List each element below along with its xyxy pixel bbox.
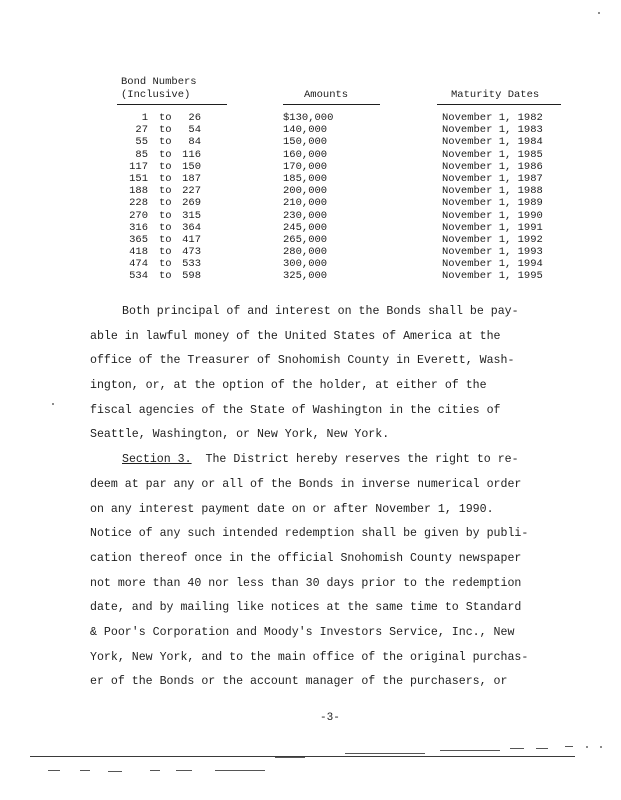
scan-artifact-dash [345, 753, 425, 754]
scan-speck [600, 746, 602, 748]
scan-artifact-dash [536, 748, 548, 749]
text-line: ington, or, at the option of the holder, at either of the [90, 379, 487, 393]
maturity-dates-header: Maturity Dates [451, 89, 540, 101]
maturity-date-cell: November 1, 1992 [442, 233, 543, 246]
bond-number-thru: 598 [182, 270, 201, 283]
amount-cell: 325,000 [283, 270, 328, 283]
bond-number-thru: 54 [188, 124, 201, 137]
bond-number-from: 228 [129, 197, 148, 210]
table-row [0, 149, 621, 161]
table-row [0, 270, 621, 282]
maturity-date-cell: November 1, 1985 [442, 148, 543, 161]
bond-number-from: 151 [129, 172, 148, 185]
redemption-paragraph [90, 473, 560, 695]
maturity-dates-underline [437, 104, 561, 105]
maturity-date-cell: November 1, 1994 [442, 258, 543, 271]
scan-artifact-dash [565, 746, 573, 747]
table-row [0, 124, 621, 136]
maturity-date-cell: November 1, 1990 [442, 209, 543, 222]
amount-cell: 160,000 [283, 148, 328, 161]
amount-cell: 200,000 [283, 185, 328, 198]
bond-number-from: 188 [129, 185, 148, 198]
text-line: Seattle, Washington, or New York, New York. [90, 428, 390, 442]
bond-number-from: 270 [129, 209, 148, 222]
range-separator: to [159, 197, 172, 210]
amount-cell: 140,000 [283, 124, 328, 137]
amount-cell: 300,000 [283, 258, 328, 271]
table-row [0, 173, 621, 185]
range-separator: to [159, 258, 172, 271]
table-row [0, 136, 621, 148]
range-separator: to [159, 124, 172, 137]
maturity-schedule-table [0, 112, 621, 283]
scan-artifact-dash [275, 757, 305, 758]
text-line: on any interest payment date on or after November 1, 1990. [90, 502, 494, 516]
bond-number-from: 55 [135, 136, 148, 149]
bond-numbers-underline [117, 104, 227, 105]
scan-artifact-dash [150, 770, 160, 771]
scan-speck [586, 746, 588, 748]
range-separator: to [159, 233, 172, 246]
amount-cell: $130,000 [283, 112, 334, 124]
bond-number-thru: 533 [182, 258, 201, 271]
bond-number-thru: 417 [182, 233, 201, 246]
section-3-heading: Section 3. [122, 453, 192, 467]
bond-number-from: 117 [129, 160, 148, 173]
table-row [0, 210, 621, 222]
maturity-date-cell: November 1, 1986 [442, 160, 543, 173]
scan-speck [52, 403, 54, 405]
maturity-date-cell: November 1, 1988 [442, 185, 543, 198]
maturity-date-cell: November 1, 1995 [442, 270, 543, 283]
text-line: Both principal of and interest on the Bonds shall be pay- [122, 305, 519, 318]
amount-cell: 170,000 [283, 160, 328, 173]
payment-paragraph [90, 300, 560, 448]
range-separator: to [159, 136, 172, 149]
scan-speck [598, 12, 600, 14]
scan-artifact-dash [510, 748, 524, 749]
amounts-header: Amounts [304, 89, 349, 101]
range-separator: to [159, 209, 172, 222]
bond-number-from: 365 [129, 233, 148, 246]
bond-number-thru: 227 [182, 185, 201, 198]
bond-number-from: 474 [129, 258, 148, 271]
bond-number-from: 27 [135, 124, 148, 137]
table-row [0, 161, 621, 173]
range-separator: to [159, 148, 172, 161]
maturity-date-cell: November 1, 1983 [442, 124, 543, 137]
table-row [0, 197, 621, 209]
table-row [0, 258, 621, 270]
maturity-date-cell: November 1, 1993 [442, 246, 543, 259]
amount-cell: 230,000 [283, 209, 328, 222]
body-text [90, 300, 560, 695]
text-line: Notice of any such intended redemption shall be given by publi- [90, 527, 529, 541]
bond-number-from: 418 [129, 246, 148, 259]
bond-number-thru: 364 [182, 221, 201, 234]
maturity-date-cell: November 1, 1987 [442, 172, 543, 185]
amounts-underline [283, 104, 380, 105]
text-line: deem at par any or all of the Bonds in inverse numerical order [90, 477, 522, 491]
table-row [0, 234, 621, 246]
amount-cell: 245,000 [283, 221, 328, 234]
page-number: -3- [320, 712, 340, 724]
text-line: not more than 40 nor less than 30 days prior to the redemption [90, 576, 522, 590]
text-line: fiscal agencies of the State of Washington in the cities of [90, 403, 501, 417]
maturity-date-cell: November 1, 1984 [442, 136, 543, 149]
range-separator: to [159, 185, 172, 198]
text-line: York, New York, and to the main office of the original purchas- [90, 650, 529, 664]
bond-number-from: 534 [129, 270, 148, 283]
section-3-first-line-text: The District hereby reserves the right to re- [205, 453, 519, 467]
amount-cell: 185,000 [283, 172, 328, 185]
range-separator: to [159, 270, 172, 283]
bond-number-thru: 150 [182, 160, 201, 173]
range-separator: to [159, 246, 172, 259]
maturity-date-cell: November 1, 1991 [442, 221, 543, 234]
amount-cell: 150,000 [283, 136, 328, 149]
range-separator: to [159, 221, 172, 234]
bond-number-thru: 315 [182, 209, 201, 222]
bond-numbers-header: Bond Numbers [121, 76, 197, 88]
bond-number-from: 85 [135, 148, 148, 161]
bond-number-from: 1 [141, 112, 148, 124]
range-separator: to [159, 172, 172, 185]
inclusive-header: (Inclusive) [121, 89, 191, 101]
scan-artifact-dash [48, 770, 60, 771]
bond-number-from: 316 [129, 221, 148, 234]
amount-cell: 210,000 [283, 197, 328, 210]
bond-number-thru: 269 [182, 197, 201, 210]
amount-cell: 280,000 [283, 246, 328, 259]
bond-number-thru: 116 [182, 148, 201, 161]
table-row [0, 246, 621, 258]
text-line: office of the Treasurer of Snohomish County in Everett, Wash- [90, 354, 515, 368]
table-row [0, 185, 621, 197]
range-separator: to [159, 160, 172, 173]
scan-artifact-dash [440, 750, 500, 751]
maturity-date-cell: November 1, 1982 [442, 112, 543, 124]
maturity-date-cell: November 1, 1989 [442, 197, 543, 210]
bond-number-thru: 187 [182, 172, 201, 185]
bond-number-thru: 473 [182, 246, 201, 259]
scan-artifact-dash [80, 770, 90, 771]
scan-artifact-dash [108, 771, 122, 772]
bond-number-thru: 26 [188, 112, 201, 124]
text-line: date, and by mailing like notices at the same time to Standard [90, 601, 522, 615]
text-line: er of the Bonds or the account manager of the purchasers, or [90, 675, 508, 689]
table-row [0, 112, 621, 124]
table-row [0, 222, 621, 234]
text-line: cation thereof once in the official Snohomish County newspaper [90, 551, 522, 565]
bond-number-thru: 84 [188, 136, 201, 149]
section-3-first-line [90, 448, 560, 473]
text-line: & Poor's Corporation and Moody's Investors Service, Inc., New [90, 625, 515, 639]
scan-artifact-dash [176, 770, 192, 771]
range-separator: to [159, 112, 172, 124]
text-line: able in lawful money of the United States of America at the [90, 329, 501, 343]
amount-cell: 265,000 [283, 233, 328, 246]
scan-artifact-dash [215, 770, 265, 771]
